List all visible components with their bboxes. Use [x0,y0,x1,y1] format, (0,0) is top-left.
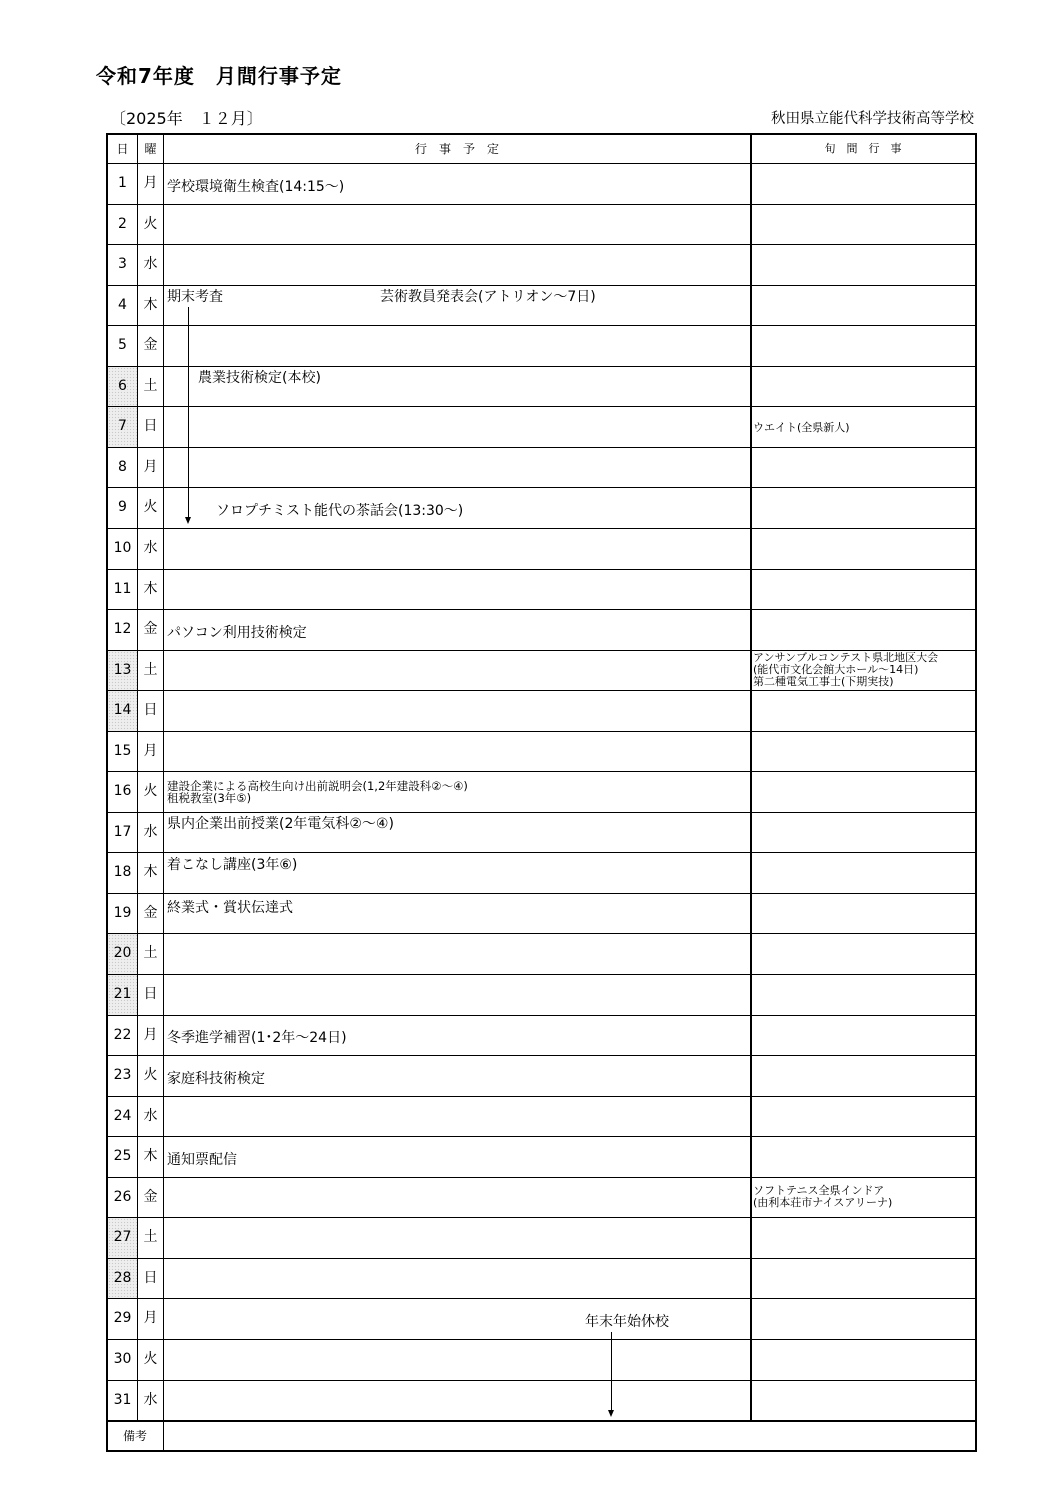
row-divider [108,1380,975,1381]
day-number: 8 [118,458,127,475]
junkan-day-26-a: ソフトテニス全県インドア [753,1184,885,1197]
day-of-week: 木 [143,580,158,597]
day-number: 30 [113,1350,132,1367]
header-junkan: 旬 間 行 事 [824,142,902,155]
header-day: 日 [116,142,129,156]
day-number: 4 [118,296,127,313]
day-of-week: 土 [143,1229,158,1246]
junkan-day-13-c: 第二種電気工事士(下期実技) [753,675,894,688]
event-day-25: 通知票配信 [167,1152,237,1168]
day-of-week: 火 [143,499,158,516]
row-divider [108,1096,975,1097]
day-number: 22 [113,1026,132,1043]
row-divider [108,1298,975,1299]
day-number: 27 [113,1229,132,1246]
remarks-label: 備考 [122,1429,147,1443]
day-of-week: 火 [143,1067,158,1084]
day-of-week: 木 [143,1148,158,1165]
day-of-week: 土 [143,661,158,678]
page-title: 令和7年度 月間行事予定 [96,64,342,88]
row-divider [108,163,975,164]
row-divider [108,1217,975,1218]
day-number: 16 [113,783,132,800]
event-day-23: 家庭科技術検定 [167,1071,265,1087]
row-divider [108,406,975,407]
day-of-week: 水 [143,1391,158,1408]
day-of-week: 日 [143,702,158,719]
day-number: 23 [113,1067,132,1084]
day-number: 29 [113,1310,132,1327]
row-divider [108,933,975,934]
event-day-6: 農業技術検定(本校) [198,370,321,386]
junkan-day-13-b: (能代市文化会館大ホール～14日) [753,663,919,676]
day-number: 17 [113,823,132,840]
remarks-divider [108,1420,975,1422]
day-number: 15 [113,742,132,759]
day-number: 25 [113,1148,132,1165]
row-divider [108,487,975,488]
row-divider [108,852,975,853]
exam-arrow-head [185,517,191,524]
row-divider [108,447,975,448]
schedule-table [106,133,977,1452]
day-of-week: 日 [143,418,158,435]
junkan-day-26-b: (由利本荘市ナイスアリーナ) [753,1196,893,1209]
row-divider [108,285,975,286]
junkan-day-7: ウエイト(全県新人) [753,421,850,434]
day-number: 26 [113,1188,132,1205]
day-of-week: 水 [143,1107,158,1124]
event-day-17: 県内企業出前授業(2年電気科②～④) [167,816,394,832]
row-divider [108,1339,975,1340]
day-of-week: 土 [143,945,158,962]
event-day-18: 着こなし講座(3年⑥) [167,857,298,873]
row-divider [108,1258,975,1259]
junkan-day-13-a: アンサンブルコンテスト県北地区大会 [753,651,939,664]
row-divider [108,528,975,529]
row-divider [108,244,975,245]
day-number: 12 [113,621,132,638]
row-divider [108,974,975,975]
row-divider [108,650,975,651]
day-of-week: 水 [143,823,158,840]
school-name: 秋田県立能代科学技術高等学校 [771,111,974,127]
col-divider-junkan [750,135,752,1420]
event-day-19: 終業式・賞状伝達式 [167,900,293,916]
event-day-29: 年末年始休校 [585,1314,669,1330]
month-label: 〔2025年 １２月〕 [110,109,263,128]
day-of-week: 火 [143,783,158,800]
event-day-4-exam: 期末考査 [167,289,223,305]
day-of-week: 金 [143,904,158,921]
day-number: 19 [113,904,132,921]
row-divider [108,204,975,205]
header-events: 行 事 予 定 [414,142,499,156]
event-day-16-b: 租税教室(3年⑤) [167,791,252,805]
event-day-1: 学校環境衛生検査(14:15～) [167,179,345,195]
holiday-period-arrow [611,1332,612,1410]
day-number: 5 [118,337,127,354]
row-divider [108,771,975,772]
day-number: 1 [118,175,127,191]
day-of-week: 火 [143,215,158,232]
day-of-week: 水 [143,539,158,556]
row-divider [108,609,975,610]
event-day-4-art: 芸術教員発表会(アトリオン～7日) [380,289,596,305]
day-number: 9 [118,499,127,516]
day-of-week: 木 [143,296,158,313]
day-of-week: 金 [143,337,158,354]
event-day-12: パソコン利用技術検定 [167,625,307,641]
day-of-week: 金 [143,621,158,638]
day-of-week: 火 [143,1350,158,1367]
day-of-week: 月 [143,1026,158,1043]
day-number: 6 [118,377,127,394]
row-divider [108,1055,975,1056]
row-divider [108,1177,975,1178]
day-of-week: 月 [143,175,158,191]
day-number: 2 [118,215,127,232]
event-day-16-a: 建設企業による高校生向け出前説明会(1,2年建設科②～④) [167,779,468,793]
col-divider-dow [163,135,164,1450]
day-number: 24 [113,1107,132,1124]
header-dow: 曜 [144,142,157,156]
day-of-week: 木 [143,864,158,881]
day-number: 21 [113,986,132,1002]
day-number: 31 [113,1391,132,1408]
day-of-week: 日 [143,1269,158,1286]
day-number: 20 [113,945,132,962]
day-number: 13 [113,661,132,678]
event-day-22: 冬季進学補習(1･2年～24日) [167,1030,347,1046]
day-of-week: 月 [143,1310,158,1327]
row-divider [108,366,975,367]
day-number: 14 [113,702,132,719]
day-of-week: 金 [143,1188,158,1205]
row-divider [108,893,975,894]
row-divider [108,569,975,570]
exam-period-arrow [188,307,189,517]
day-number: 28 [113,1269,132,1286]
day-of-week: 日 [143,986,158,1002]
col-divider-day [137,135,138,1420]
day-of-week: 月 [143,742,158,759]
day-number: 7 [118,418,127,435]
row-divider [108,1015,975,1016]
row-divider [108,690,975,691]
day-number: 18 [113,864,132,881]
day-of-week: 水 [143,256,158,273]
row-divider [108,1136,975,1137]
row-divider [108,325,975,326]
row-divider [108,812,975,813]
day-number: 11 [113,580,132,597]
day-of-week: 月 [143,458,158,475]
day-number: 10 [113,539,132,556]
holiday-arrow-head [608,1410,614,1417]
row-divider [108,731,975,732]
day-of-week: 土 [143,377,158,394]
day-number: 3 [118,256,127,273]
event-day-9: ソロプチミスト能代の茶話会(13:30～) [216,503,464,519]
